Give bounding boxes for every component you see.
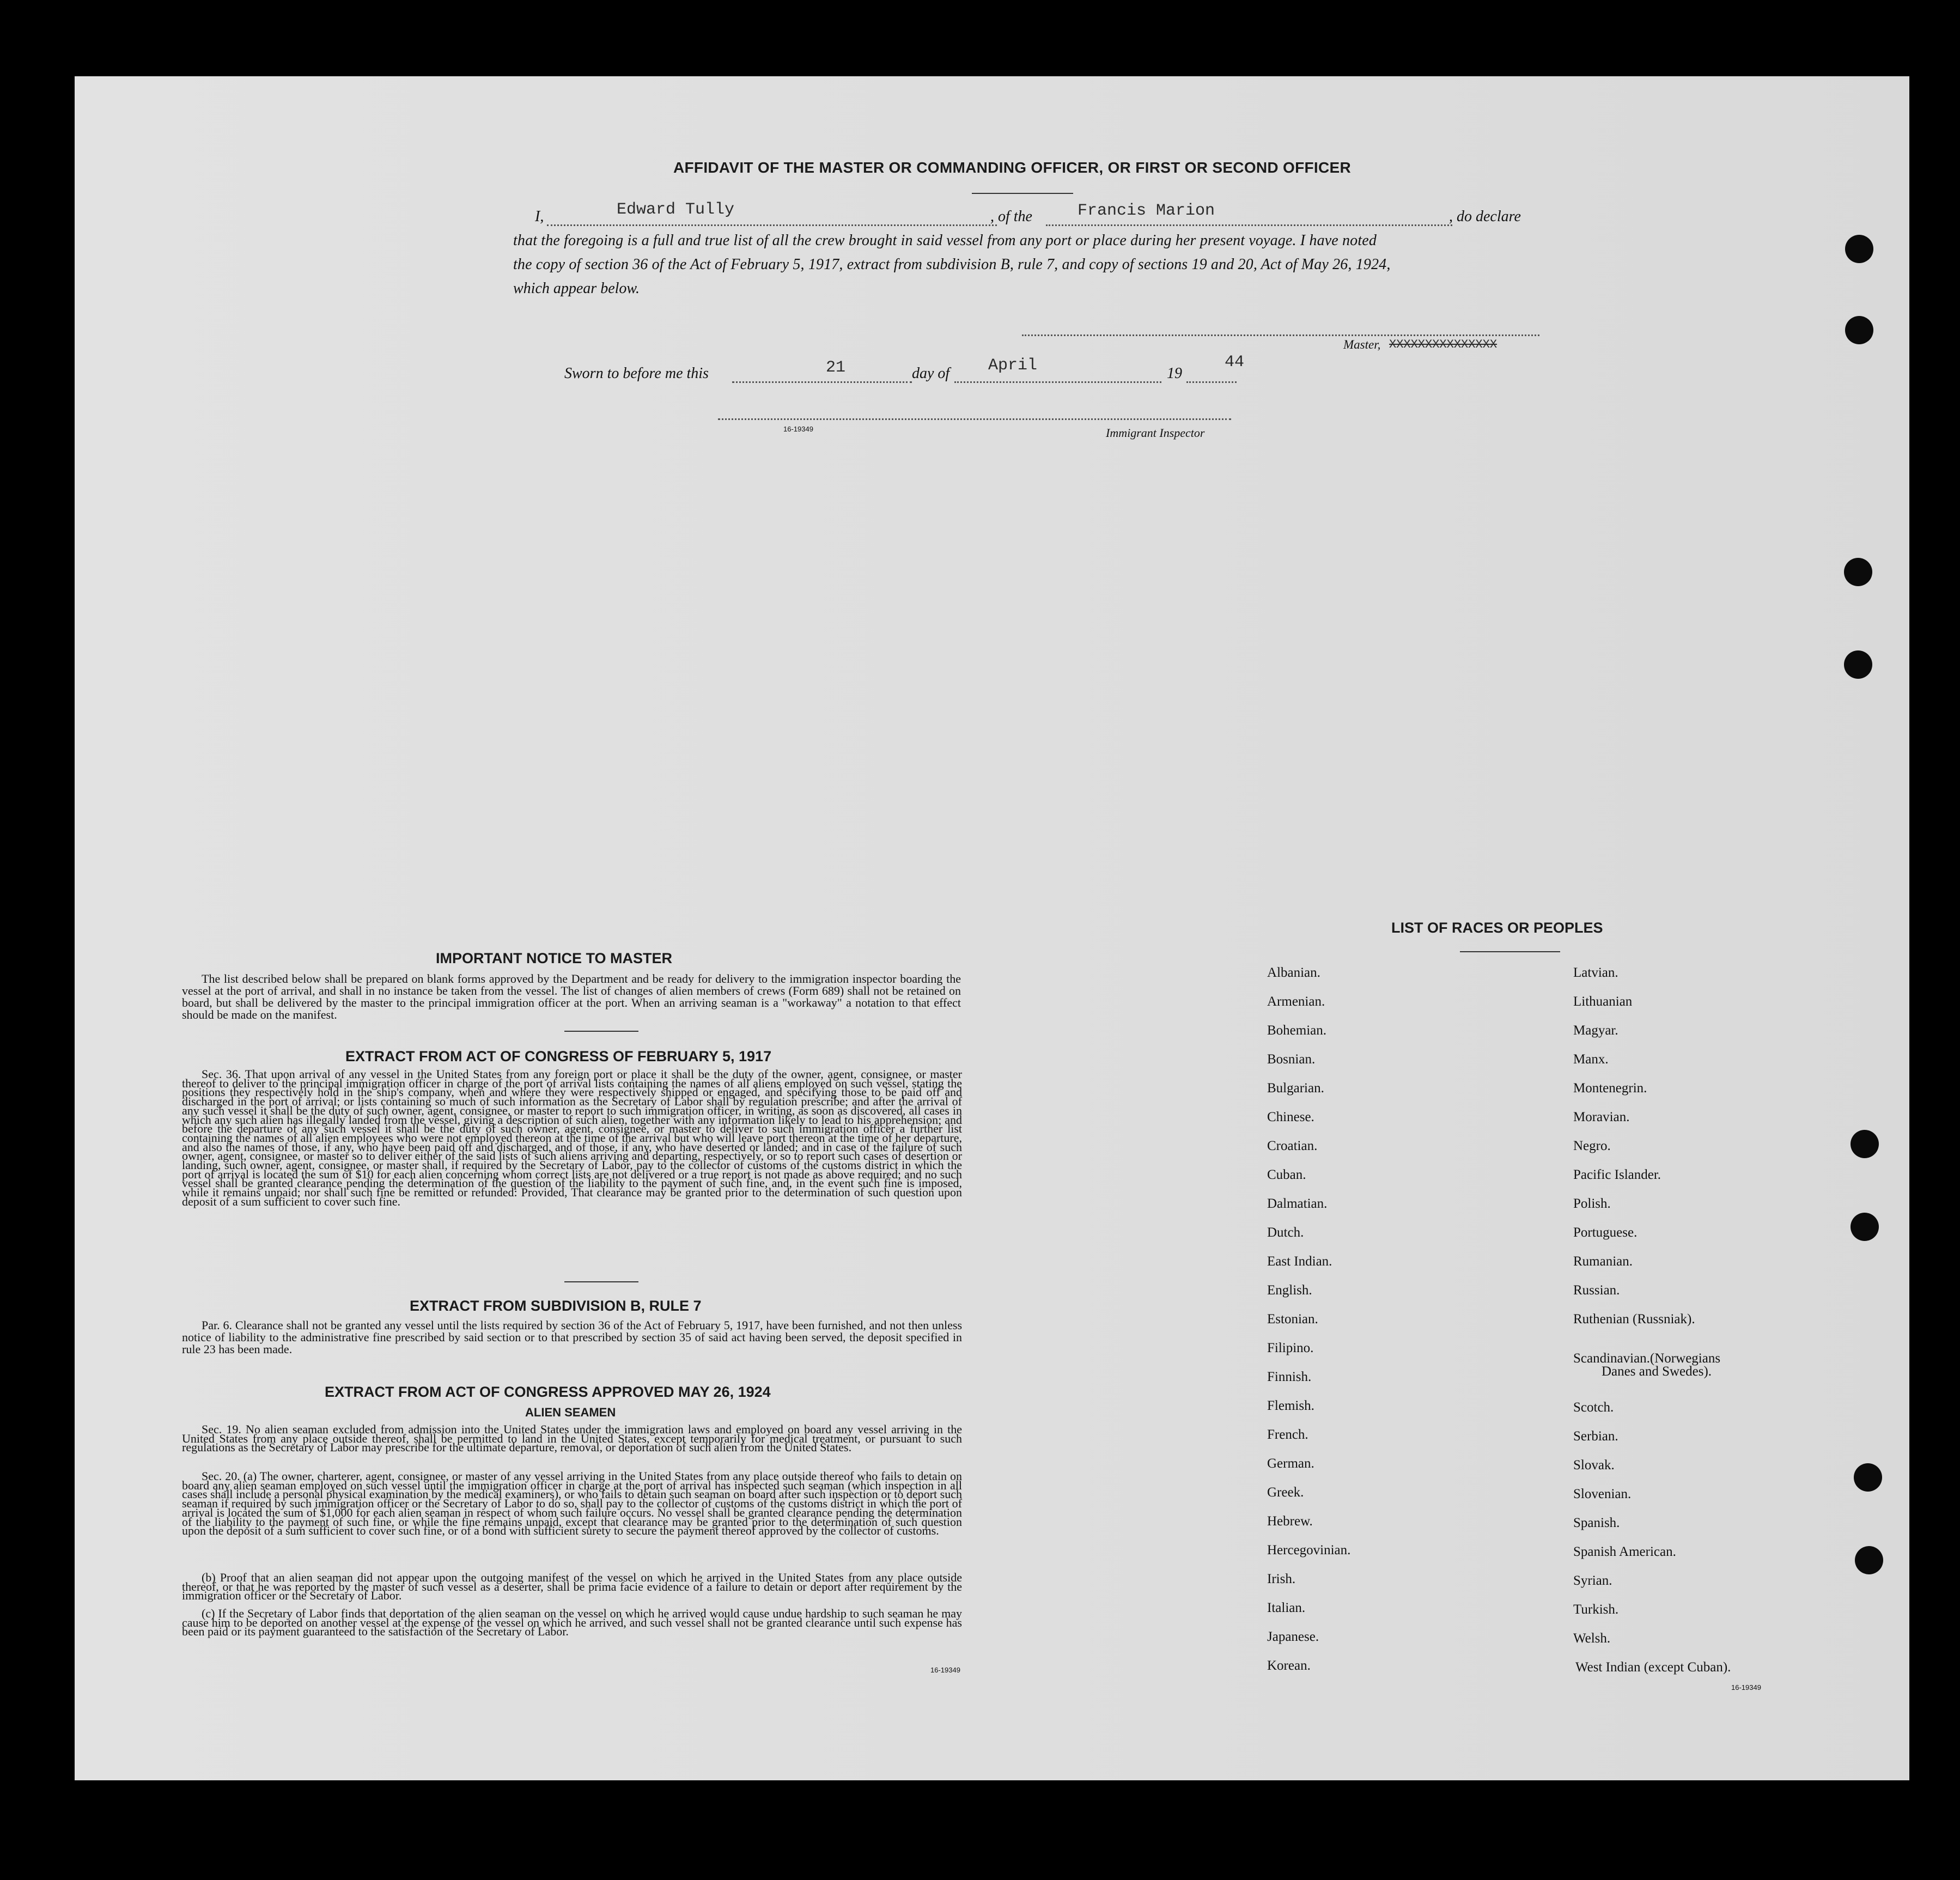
extract-1924-title: EXTRACT FROM ACT OF CONGRESS APPROVED MAY 26, 1924: [325, 1384, 771, 1400]
extract-1924-sec20c: (c) If the Secretary of Labor finds that deportation of the alien seaman on the vessel on which he arrived would cause undue hardship to such seaman he may cause him to be deported on another vessel at the expense of the vessel on which he arrived, and such vessel shall not be granted clearance until such expense has been paid or its payment guaranteed to the satisfaction of the Secretary of Labor.: [182, 1607, 962, 1639]
extract-1917-text: Sec. 36. That upon arrival of any vessel in the United States from any foreign port or place it shall be the duty of the owner, agent, consignee, or master thereof to deliver to the principal immigration officer in charge of the port of arrival lists containing the names of all aliens employed on such vessel, stating the positions they respectively hold in the ship's company, when and where they were respectively shipped or engaged, and specifying those to be paid off and discharged in the port of arrival; or lists containing so much of such information as the Secretary of Labor shall by regulation prescribe; and after the arrival of any such vessel it shall be the duty of such owner, agent, consignee, or master to report to such immigration officer, in writing, as soon as discovered, all cases in which any such alien has illegally landed from the vessel, giving a description of such alien, together with any information likely to lead to his apprehension; and before the departure of any such vessel it shall be the duty of such owner, agent, consignee, or master to deliver to such immigration officer a further list containing the names of all alien employees who were not employed thereon at the time of the arrival but who will leave port thereon at the time of her departure, and also the names of those, if any, who have been paid off and discharged, and of those, if any, who have deserted or landed; and in case of the failure of such owner, agent, consignee, or master so to deliver either of the said lists of such aliens arriving and departing, respectively, or so to report such cases of desertion or landing, such owner, agent, consignee, or master shall, if required by the Secretary of Labor, pay to the collector of customs of the customs district in which the port of arrival is located the sum of $10 for each alien concerning whom correct lists are not delivered or a true report is not made as above required; and no such vessel shall be granted clearance pending the determination of the question of the liability to the payment of such fine, and, in the event such fine is imposed, while it remains unpaid; nor shall such fine be remitted or refunded: Provided, That clearance may be granted prior to the determination of such question upon deposit of a sum sufficient to cover such fine.: [182, 1067, 962, 1208]
race-item: Rumanian.: [1573, 1254, 1633, 1269]
race-item: Greek.: [1267, 1485, 1304, 1500]
race-item: Spanish American.: [1573, 1544, 1676, 1559]
race-item: Syrian.: [1573, 1573, 1612, 1588]
punch-hole: [1851, 1213, 1879, 1241]
punch-hole: [1854, 1463, 1882, 1492]
year-prefix: 19: [1167, 365, 1182, 382]
race-item: Magyar.: [1573, 1023, 1618, 1038]
race-item: Portuguese.: [1573, 1225, 1638, 1240]
master-signature-line: [1022, 318, 1539, 336]
race-item: Latvian.: [1573, 965, 1618, 980]
race-item: Croatian.: [1267, 1139, 1318, 1153]
inspector-signature-line: [718, 405, 1231, 420]
notice-text: The list described below shall be prepared on blank forms approved by the Department and be ready for delivery to the immigration inspector boarding the vessel at the port of arrival, and shall in no instance be taken from the vessel. The list of changes of alien members of crews (Form 689) shall not be retained on board, but shall be delivered by the master to the principal immigration officer at the port. When an arriving seaman is a "workaway" a notation to that effect should be made on the manifest.: [182, 972, 961, 1021]
race-item: East Indian.: [1267, 1254, 1332, 1269]
extract-1924-sec20a: Sec. 20. (a) The owner, charterer, agent, consignee, or master of any vessel arriving in the United States from any place outside thereof who fails to detain on board any alien seaman employed on such vessel until the immigration officer in charge at the port of arrival has inspected such seaman (which inspection in all cases shall include a personal physical examination by the medical examiners), or who fails to detain such seaman on board after such inspection or to deport such seaman if required by such immigration officer or the Secretary of Labor to do so, shall pay to the collector of customs of the customs district in which the port of arrival is located the sum of $1,000 for each alien seaman in respect of whom such failure occurs. No vessel shall be granted clearance pending the determination of the liability to the payment of such fine, or while the fine remains unpaid, except that clearance may be granted prior to the determination of such question upon the deposit of a sum sufficient to cover such fine, or of a bond with sufficient surety to secure the payment thereof approved by the collector of customs.: [182, 1469, 962, 1538]
race-item: Pacific Islander.: [1573, 1167, 1661, 1182]
punch-hole: [1844, 558, 1872, 586]
of-the-label: , of the: [990, 208, 1032, 225]
rule7-title: EXTRACT FROM SUBDIVISION B, RULE 7: [410, 1298, 702, 1314]
race-item: Bohemian.: [1267, 1023, 1327, 1038]
i-label: I,: [535, 208, 544, 225]
rule7-text: Par. 6. Clearance shall not be granted any vessel until the lists required by section 36 of the Act of February 5, 1917, have been furnished, and not then unless notice of liability to the administrative fine prescribed by said section or to that prescribed by section 35 of said act having been served, the deposit specified in rule 23 has been made.: [182, 1318, 962, 1356]
race-item: Turkish.: [1573, 1602, 1619, 1617]
divider: [564, 1281, 638, 1282]
race-item: Korean.: [1267, 1658, 1311, 1673]
race-item: Dalmatian.: [1267, 1196, 1328, 1211]
punch-hole: [1844, 650, 1872, 679]
race-item: Flemish.: [1267, 1398, 1314, 1413]
race-item: Bulgarian.: [1267, 1081, 1324, 1096]
affidavit-title: AFFIDAVIT OF THE MASTER OR COMMANDING OFFICER, OR FIRST OR SECOND OFFICER: [673, 159, 1352, 176]
race-item: Japanese.: [1267, 1629, 1319, 1644]
race-item: Welsh.: [1573, 1631, 1611, 1646]
race-item: Moravian.: [1573, 1110, 1630, 1124]
race-item: Slovenian.: [1573, 1487, 1632, 1501]
race-item: Finnish.: [1267, 1370, 1312, 1384]
race-item: French.: [1267, 1427, 1308, 1442]
punch-hole: [1851, 1130, 1879, 1158]
punch-hole: [1845, 316, 1873, 344]
affidavit-form-number: 16-19349: [783, 425, 813, 433]
race-item: Slovak.: [1573, 1458, 1615, 1473]
affidavit-body-line-3: which appear below.: [513, 280, 640, 297]
race-item: Ruthenian (Russniak).: [1573, 1312, 1695, 1327]
affidavit-body-line-2: the copy of section 36 of the Act of February 5, 1917, extract from subdivision B, rule 7, and copy of sections 19 and 20, Act of May 26, 1924,: [513, 256, 1391, 273]
master-name[interactable]: Edward Tully: [617, 200, 735, 219]
affidavit-body-line-1: that the foregoing is a full and true list of all the crew brought in said vessel from any port or place during her present voyage. I have noted: [513, 232, 1377, 249]
race-item: Scandinavian.(Norwegians: [1573, 1351, 1721, 1366]
race-item: Polish.: [1573, 1196, 1611, 1211]
race-item: West Indian (except Cuban).: [1575, 1660, 1731, 1675]
sworn-day-line: [732, 362, 912, 383]
sworn-month[interactable]: April: [988, 356, 1038, 375]
punch-hole: [1845, 235, 1873, 263]
punch-hole: [1855, 1546, 1883, 1574]
sworn-label: Sworn to before me this: [564, 365, 709, 382]
divider: [1460, 951, 1560, 952]
extract-1917-title: EXTRACT FROM ACT OF CONGRESS OF FEBRUARY 5, 1917: [345, 1048, 772, 1064]
races-form-number: 16-19349: [1731, 1683, 1761, 1692]
race-item: Filipino.: [1267, 1341, 1314, 1355]
extract-1924-subtitle: ALIEN SEAMEN: [525, 1406, 616, 1419]
notice-title: IMPORTANT NOTICE TO MASTER: [436, 950, 672, 966]
day-of-label: day of: [912, 365, 950, 382]
race-item: Hercegovinian.: [1267, 1543, 1351, 1557]
race-item: Montenegrin.: [1573, 1081, 1647, 1096]
race-item: German.: [1267, 1456, 1314, 1471]
extract-1924-sec19: Sec. 19. No alien seaman excluded from admission into the United States under the immigration laws and employed on board any vessel arriving in the United States from any place outside thereof, shall be permitted to land in the United States, except temporarily for medical treatment, or pursuant to such regulations as the Secretary of Labor may prescribe for the ultimate departure, removal, or deportation of such alien from the United States.: [182, 1422, 962, 1455]
divider: [564, 1031, 638, 1032]
race-item: Scotch.: [1573, 1400, 1614, 1415]
divider: [972, 193, 1073, 194]
race-item: Negro.: [1573, 1139, 1611, 1153]
race-item: English.: [1267, 1283, 1312, 1298]
master-label: Master,: [1343, 338, 1381, 351]
race-item: Albanian.: [1267, 965, 1320, 980]
sworn-month-line: [954, 362, 1161, 383]
race-item: Armenian.: [1267, 994, 1325, 1009]
race-item: Manx.: [1573, 1052, 1609, 1067]
race-item: Russian.: [1573, 1283, 1620, 1298]
master-title-struck: XXXXXXXXXXXXXXX: [1389, 338, 1498, 351]
race-item: Lithuanian: [1573, 994, 1633, 1009]
race-item: Irish.: [1267, 1572, 1296, 1586]
race-item: Chinese.: [1267, 1110, 1314, 1124]
races-title: LIST OF RACES OR PEOPLES: [1391, 920, 1603, 936]
extract-1924-sec20b: (b) Proof that an alien seaman did not appear upon the outgoing manifest of the vessel on which he arrived in the United States from any place outside thereof, or that he was reported by the master of such vessel as a deserter, shall be prima facie evidence of a failure to detain or deport after requirement by the immigration officer or the Secretary of Labor.: [182, 1571, 962, 1603]
race-item: Danes and Swedes).: [1602, 1364, 1712, 1379]
race-item: Estonian.: [1267, 1312, 1318, 1327]
sworn-year[interactable]: 44: [1225, 353, 1245, 372]
race-item: Spanish.: [1573, 1516, 1620, 1530]
race-item: Serbian.: [1573, 1429, 1618, 1444]
do-declare-label: , do declare: [1449, 208, 1521, 225]
race-item: Dutch.: [1267, 1225, 1304, 1240]
inspector-label: Immigrant Inspector: [1106, 426, 1205, 440]
extract-form-number: 16-19349: [930, 1666, 960, 1674]
master-name-line: [547, 204, 997, 226]
race-item: Italian.: [1267, 1601, 1306, 1615]
race-item: Bosnian.: [1267, 1052, 1316, 1067]
vessel-name[interactable]: Francis Marion: [1078, 202, 1215, 220]
race-item: Hebrew.: [1267, 1514, 1313, 1529]
race-item: Cuban.: [1267, 1167, 1306, 1182]
sworn-day[interactable]: 21: [826, 358, 846, 377]
